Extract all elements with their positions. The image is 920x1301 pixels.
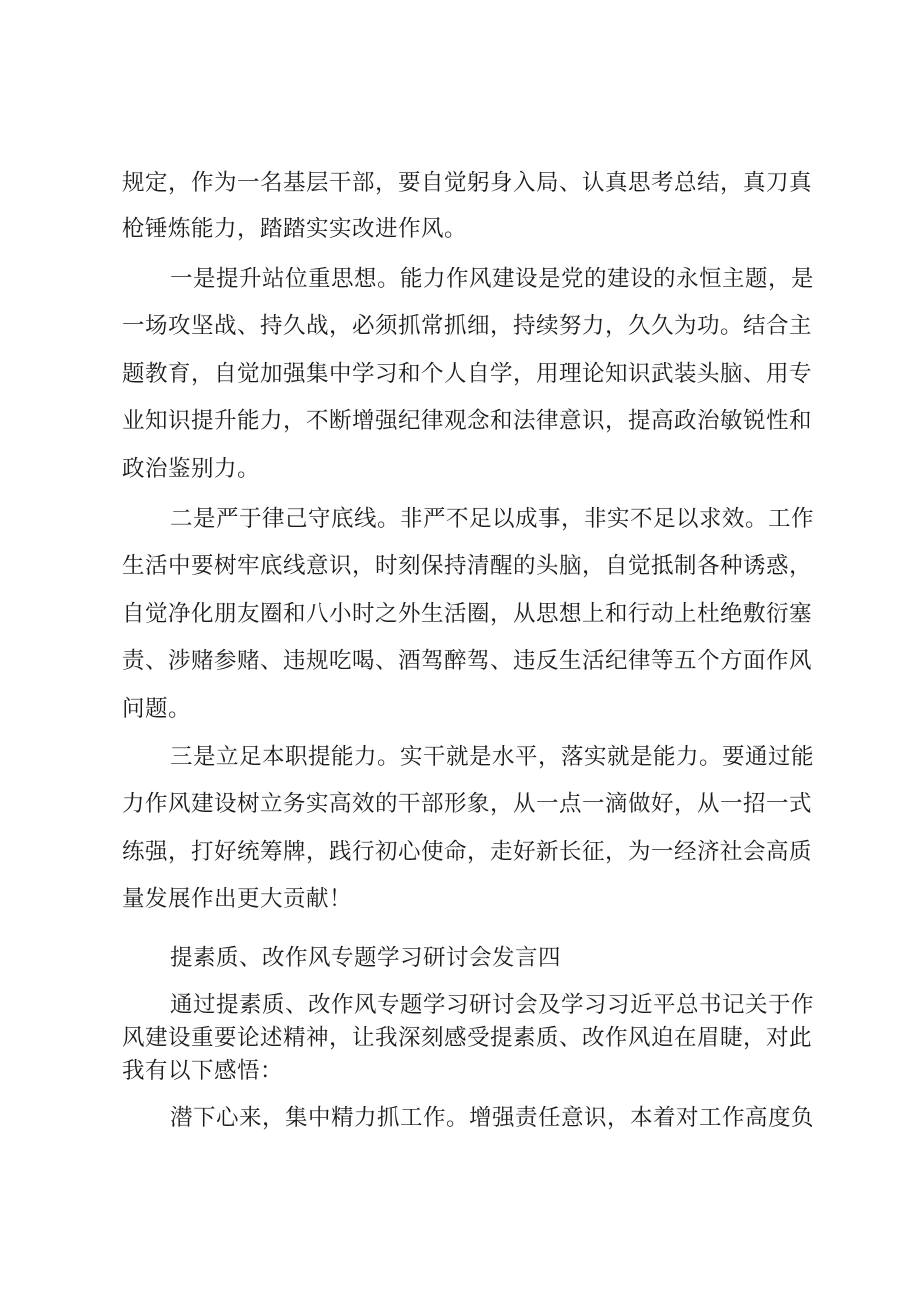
text-line: 通过提素质、改作风专题学习研讨会及学习习近平总书记关于作 [170, 992, 815, 1018]
text-line: 规定，作为一名基层干部，要自觉躬身入局、认真思考总结，真刀真 [122, 170, 813, 196]
heading-line: 提素质、改作风专题学习研讨会发言四 [170, 945, 562, 971]
text-line: 一是提升站位重思想。能力作风建设是党的建设的永恒主题，是 [170, 266, 815, 292]
text-line: 量发展作出更大贡献！ [122, 886, 353, 912]
text-line: 责、涉赌参赌、违规吃喝、酒驾醉驾、违反生活纪律等五个方面作风 [122, 648, 813, 674]
text-line: 问题。 [122, 696, 192, 722]
text-line: 练强，打好统筹牌，践行初心使命，走好新长征，为一经济社会高质 [122, 839, 813, 865]
text-line: 二是严于律己守底线。非严不足以成事，非实不足以求效。工作 [170, 506, 815, 532]
text-line: 力作风建设树立务实高效的干部形象，从一点一滴做好，从一招一式 [122, 791, 813, 817]
text-line: 业知识提升能力，不断增强纪律观念和法律意识，提高政治敏锐性和 [122, 408, 813, 434]
text-line: 生活中要树牢底线意识，时刻保持清醒的头脑，自觉抵制各种诱惑， [122, 553, 813, 579]
text-line: 政治鉴别力。 [122, 456, 261, 482]
text-line: 枪锤炼能力，踏踏实实改进作风。 [122, 216, 468, 242]
text-line: 一场攻坚战、持久战，必须抓常抓细，持续努力，久久为功。结合主 [122, 313, 813, 339]
text-line: 题教育，自觉加强集中学习和个人自学，用理论知识武装头脑、用专 [122, 361, 813, 387]
text-line: 潜下心来，集中精力抓工作。增强责任意识，本着对工作高度负 [170, 1105, 815, 1131]
text-line: 自觉净化朋友圈和八小时之外生活圈，从思想上和行动上杜绝敷衍塞 [122, 601, 813, 627]
text-line: 三是立足本职提能力。实干就是水平，落实就是能力。要通过能 [170, 744, 815, 770]
text-line: 风建设重要论述精神，让我深刻感受提素质、改作风迫在眉睫，对此 [122, 1025, 813, 1051]
text-line: 我有以下感悟： [122, 1058, 284, 1084]
